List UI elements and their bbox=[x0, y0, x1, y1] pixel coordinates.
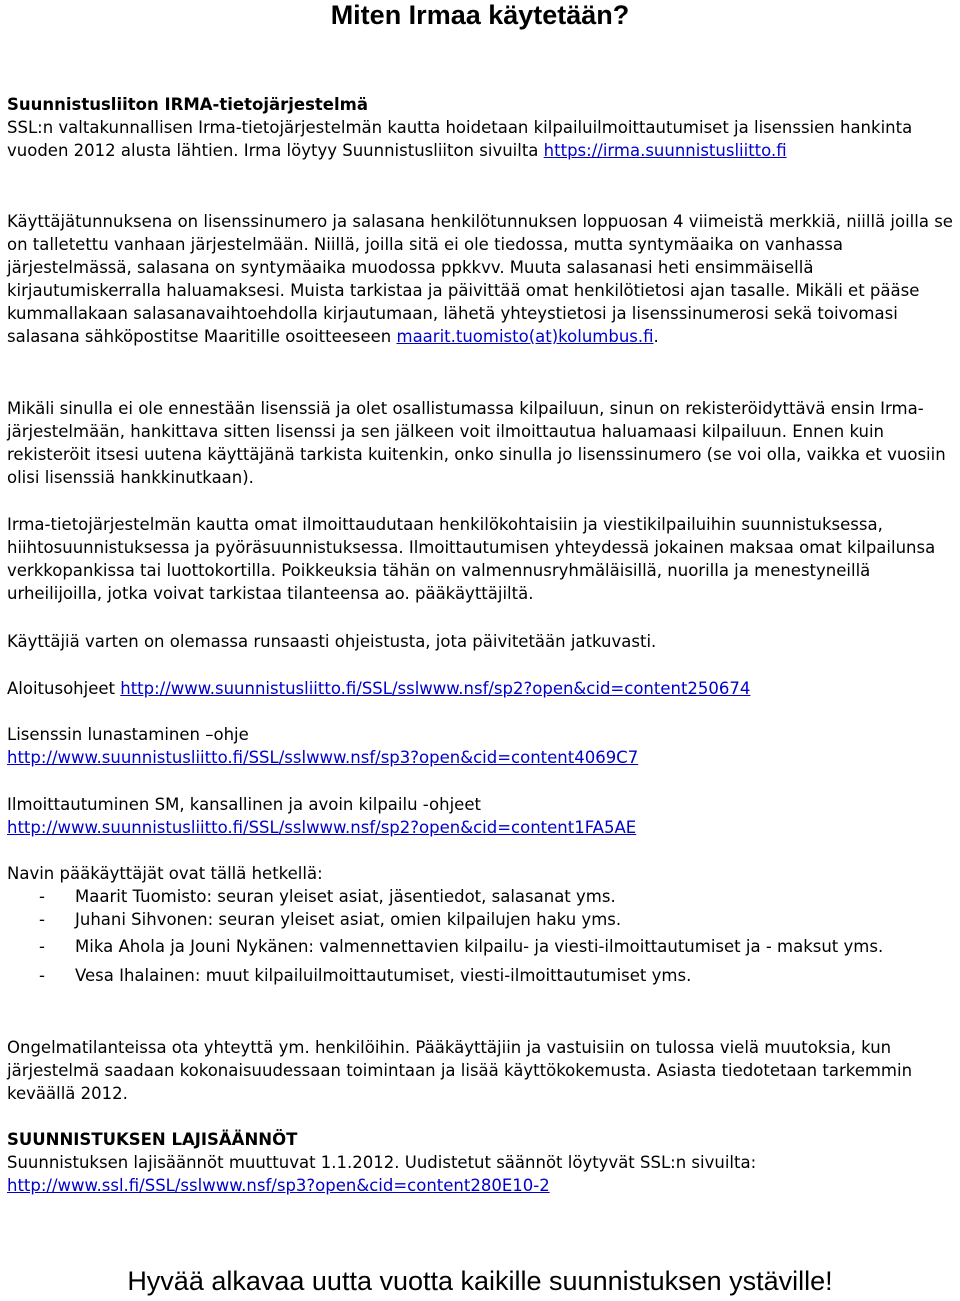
guide-link[interactable]: http://www.suunnistusliitto.fi/SSL/sslwww.nsf/sp2?open&cid=content250674 bbox=[120, 679, 751, 698]
list-item bbox=[7, 908, 953, 931]
page-title: Miten Irmaa käytetään? bbox=[330, 0, 630, 30]
login-paragraph bbox=[7, 210, 953, 348]
irma-heading: Suunnistusliiton IRMA-tietojärjestelmä bbox=[7, 95, 368, 114]
dash-marker: - bbox=[39, 937, 45, 956]
irma-intro: SSL:n valtakunnallisen Irma-tietojärjestelmän kautta hoidetaan kilpailuilmoittautumiset ja lisenssien hankinta vuoden 2012 alusta lähtien. Irma löytyy Suunnistusliiton sivuilta bbox=[7, 118, 913, 160]
guide-link[interactable]: http://www.suunnistusliitto.fi/SSL/sslwww.nsf/sp2?open&cid=content1FA5AE bbox=[7, 818, 637, 837]
guide-registration bbox=[7, 793, 953, 839]
admins-intro: Navin pääkäyttäjät ovat tällä hetkellä: bbox=[7, 864, 323, 883]
guides-intro: Käyttäjiä varten on olemassa runsaasti ohjeistusta, jota päivitetään jatkuvasti. bbox=[7, 632, 657, 651]
list-item bbox=[7, 885, 953, 908]
rules-heading: SUUNNISTUKSEN LAJISÄÄNNÖT bbox=[7, 1130, 298, 1149]
footer-greeting: Hyvää alkavaa uutta vuotta kaikille suunnistuksen ystäville! bbox=[127, 1266, 833, 1296]
admins-section bbox=[7, 862, 953, 987]
rules-text: Suunnistuksen lajisäännöt muuttuvat 1.1.2012. Uudistetut säännöt löytyvät SSL:n sivuilta: bbox=[7, 1153, 757, 1172]
dash-marker: - bbox=[39, 910, 45, 929]
admin-entry: Juhani Sihvonen: seuran yleiset asiat, omien kilpailujen haku yms. bbox=[75, 910, 622, 929]
list-item bbox=[7, 933, 953, 960]
admin-entry: Vesa Ihalainen: muut kilpailuilmoittautumiset, viesti-ilmoittautumiset yms. bbox=[75, 966, 692, 985]
registration-paragraph: Irma-tietojärjestelmän kautta omat ilmoittaudutaan henkilökohtaisiin ja viestikilpailuihin suunnistuksessa, hiihtosuunnistuksessa ja pyöräsuunnistuksessa. Ilmoittautumisen yhteydessä jokainen maksaa omat kilpailunsa verkkopankissa tai luottokortilla. Poikkeuksia tähän on valmennusryhmäläisillä, nuorilla ja menestyneillä urheilijoilla, jotka voivat tarkistaa tilanteensa ao. pääkäyttäjiltä. bbox=[7, 515, 936, 603]
guide-start bbox=[7, 677, 953, 700]
irma-link[interactable]: https://irma.suunnistusliitto.fi bbox=[543, 141, 787, 160]
guide-link[interactable]: http://www.suunnistusliitto.fi/SSL/sslwww.nsf/sp3?open&cid=content4069C7 bbox=[7, 748, 639, 767]
guide-license bbox=[7, 723, 953, 769]
admin-entry: Mika Ahola ja Jouni Nykänen: valmennettavien kilpailu- ja viesti-ilmoittautumiset ja - maksut yms. bbox=[75, 937, 884, 956]
problems-paragraph: Ongelmatilanteissa ota yhteyttä ym. henkilöihin. Pääkäyttäjiin ja vastuisiin on tulossa vielä muutoksia, kun järjestelmä saadaan kokonaisuudessaan toimintaan ja lisää käyttökokemusta. Asiasta tiedotetaan tarkemmin keväällä 2012. bbox=[7, 1038, 913, 1103]
guide-label: Ilmoittautuminen SM, kansallinen ja avoin kilpailu -ohjeet bbox=[7, 795, 481, 814]
rules-link[interactable]: http://www.ssl.fi/SSL/sslwww.nsf/sp3?open&cid=content280E10-2 bbox=[7, 1176, 550, 1195]
email-link[interactable]: maarit.tuomisto(at)kolumbus.fi bbox=[396, 327, 654, 346]
admin-entry: Maarit Tuomisto: seuran yleiset asiat, jäsentiedot, salasanat yms. bbox=[75, 887, 616, 906]
new-license-paragraph: Mikäli sinulla ei ole ennestään lisenssiä ja olet osallistumassa kilpailuun, sinun on rekisteröidyttävä ensin Irma-järjestelmään, hankittava sitten lisenssi ja sen jälkeen voit ilmoittautua haluamaasi kilpailuun. Ennen kuin rekisteröit itsesi uutena käyttäjänä tarkista kuitenkin, onko sinulla jo lisenssinumero (se voi olla, vaikka et vuosiin olisi lisenssiä hankkinutkaan). bbox=[7, 399, 946, 487]
guide-label: Lisenssin lunastaminen –ohje bbox=[7, 725, 249, 744]
rules-section bbox=[7, 1128, 953, 1197]
admins-list bbox=[7, 885, 953, 987]
dash-marker: - bbox=[39, 887, 45, 906]
irma-section bbox=[7, 93, 953, 162]
login-text: Käyttäjätunnuksena on lisenssinumero ja salasana henkilötunnuksen loppuosan 4 viimeistä merkkiä, niillä joilla se on talletettu vanhaan järjestelmään. Niillä, joilla sitä ei ole tiedossa, mutta syntymäaika on vanhassa järjestelmässä, salasana on syntymäaika muodossa ppkkvv. Muuta salasanasi heti ensimmäisellä kirjautumiskerralla haluamaksesi. Muista tarkistaa ja päivittää omat henkilötietosi ajan tasalle. Mikäli et pääse kummallakaan salasanavaihtoehdolla kirjautumaan, lähetä yhteystietosi ja lisenssinumerosi sekä toivomasi salasana sähköpostitse Maaritille osoitteeseen bbox=[7, 212, 953, 346]
login-end: . bbox=[653, 327, 659, 346]
dash-marker: - bbox=[39, 966, 45, 985]
guide-label: Aloitusohjeet bbox=[7, 679, 115, 698]
list-item bbox=[7, 964, 953, 987]
